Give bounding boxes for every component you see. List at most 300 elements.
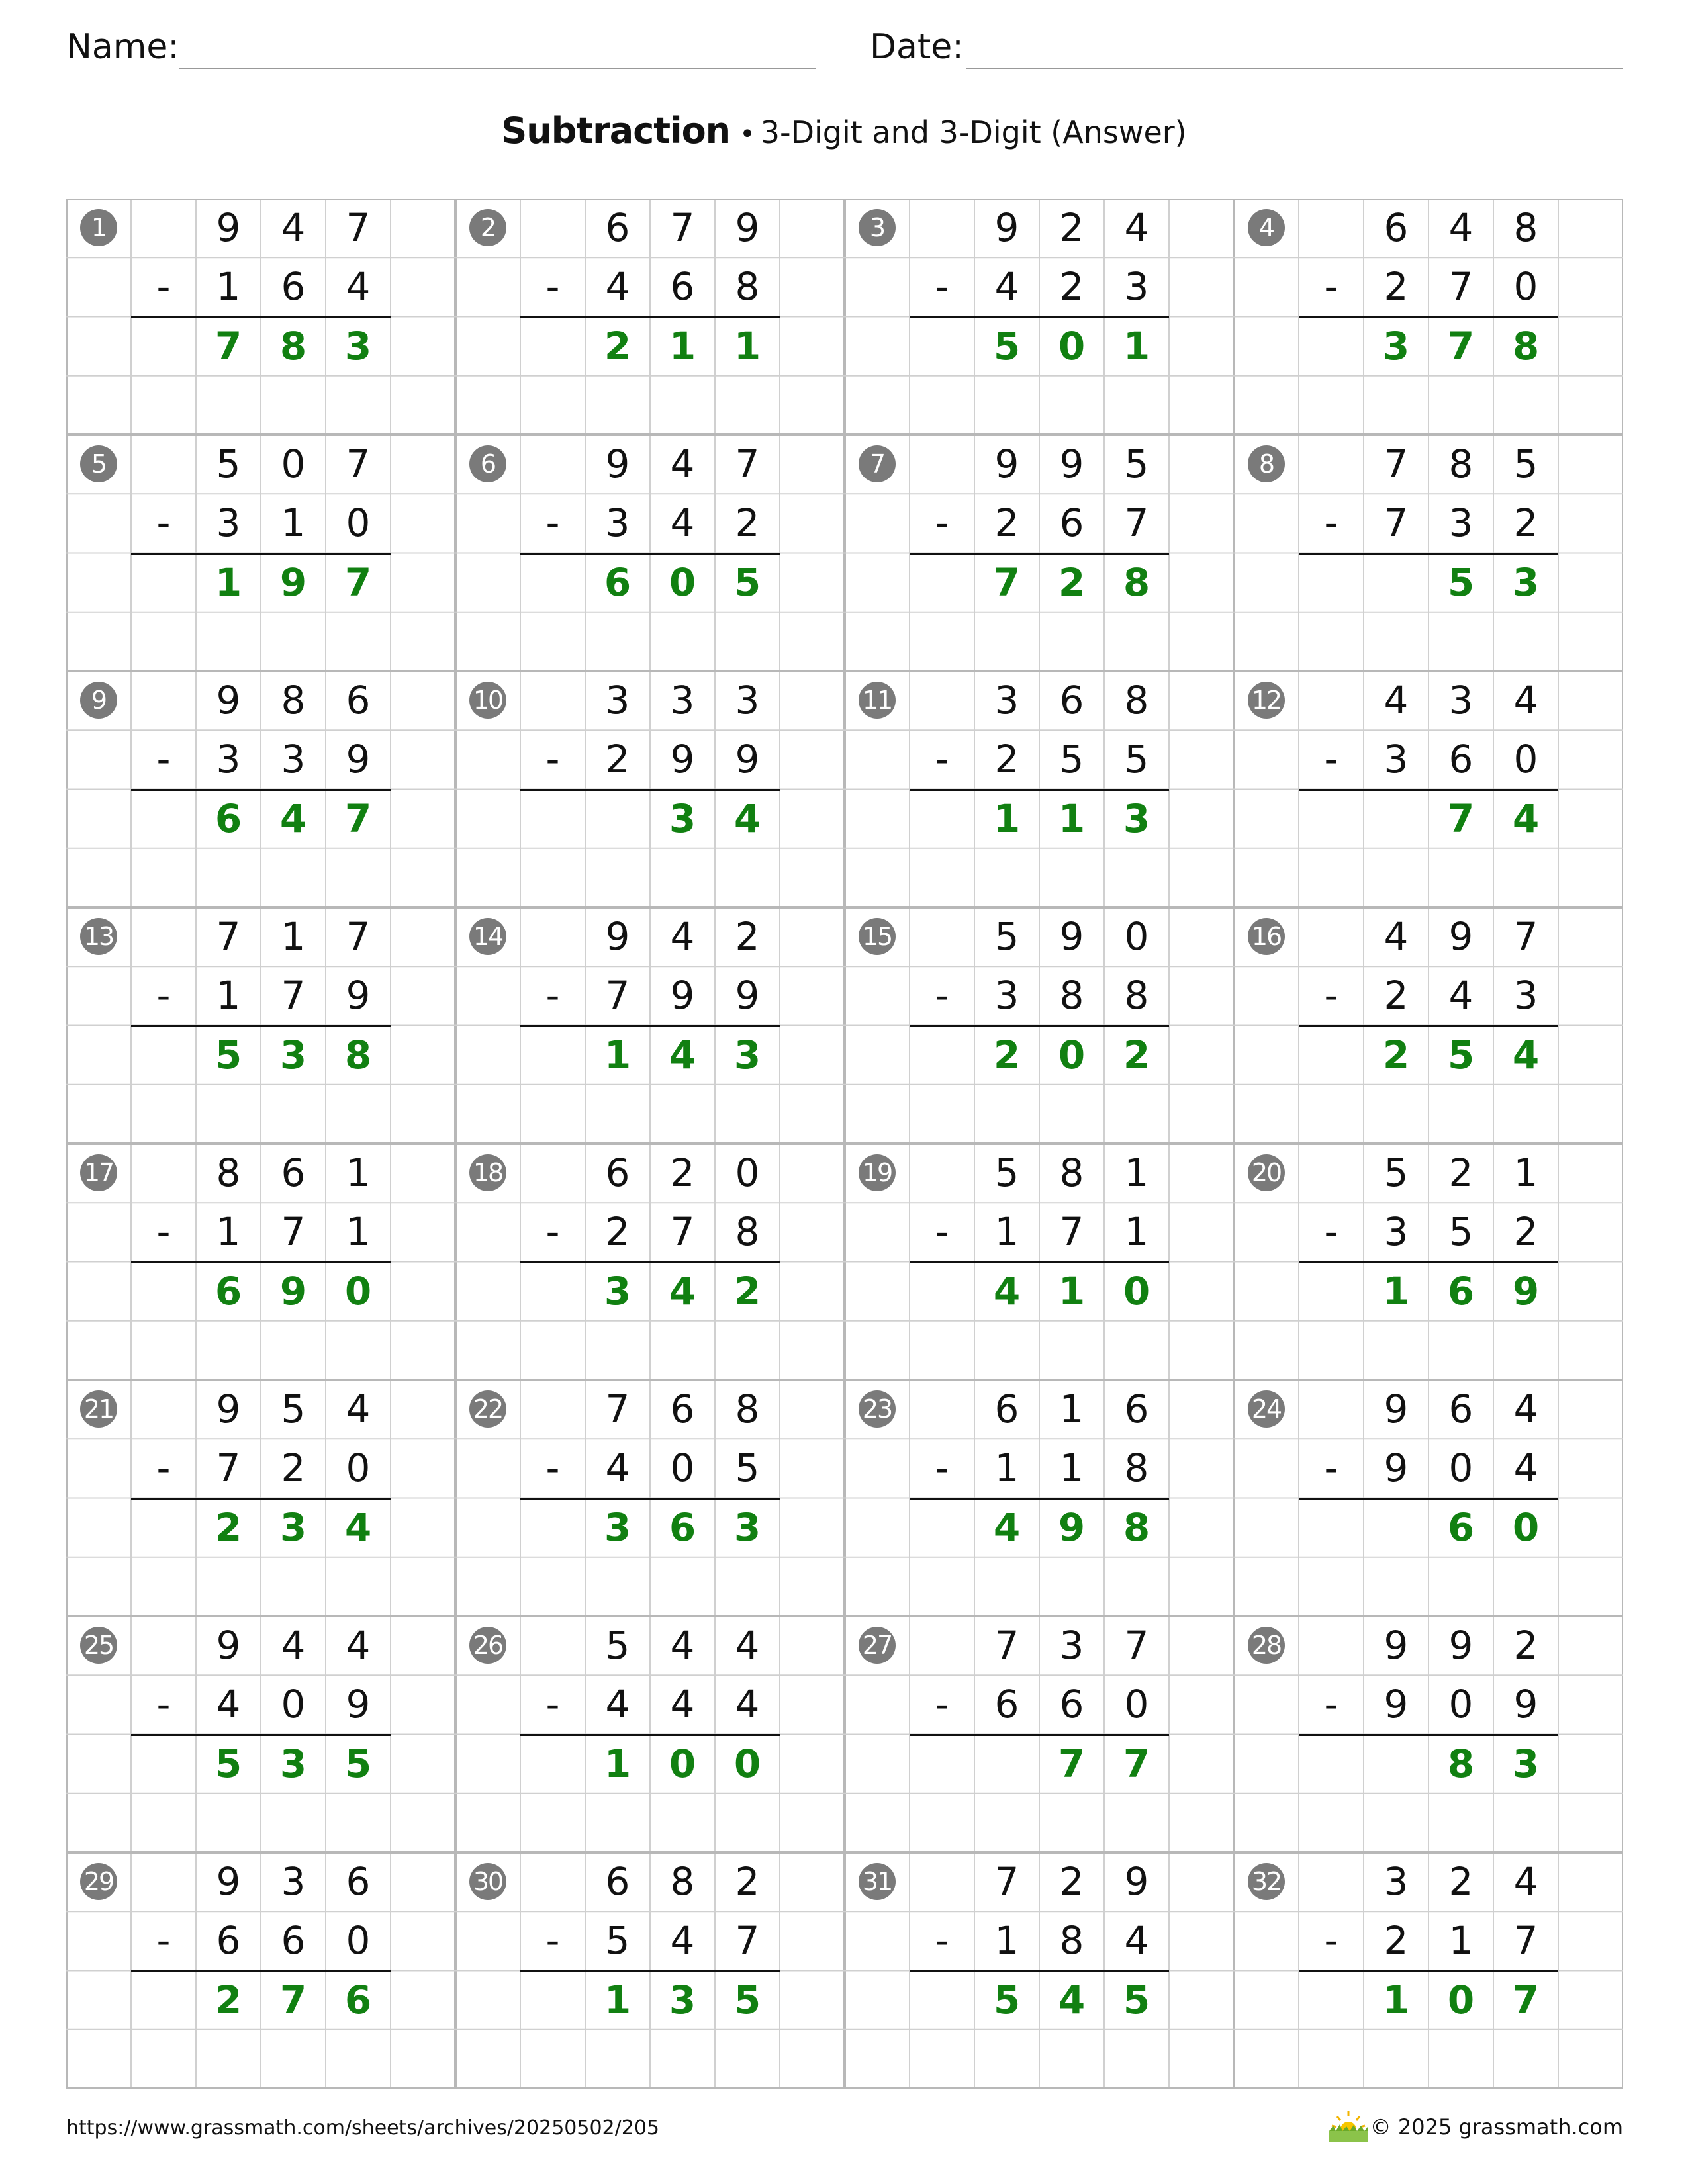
problem-number-badge: 23 [859,1390,896,1428]
minuend-digit: 9 [216,1859,241,1904]
subtrahend-digit: 5 [605,1918,630,1964]
answer-digit: 4 [1512,796,1540,841]
answer-digit: 2 [604,323,632,369]
problem-number-badge: 25 [80,1627,117,1664]
answer-digit: 0 [1512,1504,1540,1550]
answer-digit: 2 [1058,559,1086,605]
answer-digit: 8 [344,1032,372,1077]
answer-digit: 3 [279,1504,307,1550]
minuend-digit: 1 [281,914,306,959]
answer-digit: 4 [279,796,307,841]
minuend-digit: 4 [670,1623,695,1668]
minuend-digit: 6 [1059,678,1084,723]
minuend-digit: 4 [670,914,695,959]
answer-digit: 3 [733,1504,761,1550]
minuend-digit: 8 [1124,678,1149,723]
minuend-digit: 4 [1513,1859,1538,1904]
minuend-digit: 6 [605,205,630,250]
minuend-digit: 0 [1124,914,1149,959]
sun-over-grass-icon [1328,2110,1369,2143]
answer-digit: 2 [214,1504,242,1550]
problem-number-badge: 11 [859,682,896,719]
minuend-digit: 3 [735,678,760,723]
minuend-digit: 7 [216,914,241,959]
minuend-digit: 5 [1124,441,1149,486]
minuend-digit: 6 [1448,1387,1474,1432]
minuend-digit: 9 [216,205,241,250]
subtrahend-digit: 6 [1059,1682,1084,1727]
problem-number-badge: 8 [1248,445,1285,482]
minus-sign: - [935,500,949,546]
subtrahend-digit: 4 [346,264,371,310]
answer-digit: 3 [279,1741,307,1786]
minuend-digit: 9 [735,205,760,250]
minuend-digit: 2 [1448,1150,1474,1195]
answer-digit: 3 [1512,1741,1540,1786]
subtrahend-digit: 3 [281,737,306,782]
subtrahend-digit: 1 [994,1209,1019,1255]
subtrahend-digit: 2 [281,1445,306,1491]
minus-sign: - [156,1682,171,1727]
answer-digit: 9 [279,1268,307,1314]
minuend-digit: 9 [1383,1623,1409,1668]
subtrahend-digit: 3 [216,500,241,546]
subtrahend-digit: 9 [346,737,371,782]
problem-number-badge: 15 [859,918,896,955]
minus-sign: - [935,737,949,782]
minuend-digit: 6 [605,1859,630,1904]
problem-number-badge: 31 [859,1863,896,1900]
answer-digit: 7 [993,559,1021,605]
problem-number-badge: 1 [80,209,117,246]
answer-digit: 5 [1447,1032,1475,1077]
minus-sign: - [156,1209,171,1255]
answer-digit: 1 [1382,1977,1410,2023]
problem-number-badge: 10 [469,682,506,719]
answer-digit: 7 [279,1977,307,2023]
minus-sign: - [935,1682,949,1727]
minuend-digit: 6 [1383,205,1409,250]
minus-sign: - [935,973,949,1019]
answer-digit: 6 [1447,1268,1475,1314]
subtrahend-digit: 3 [1124,264,1149,310]
subtrahend-digit: 6 [994,1682,1019,1727]
subtrahend-digit: 4 [1513,1445,1538,1491]
minuend-digit: 7 [346,441,371,486]
subtrahend-digit: 7 [1059,1209,1084,1255]
minuend-digit: 4 [1383,914,1409,959]
answer-digit: 2 [1123,1032,1150,1077]
minuend-digit: 7 [1513,914,1538,959]
minuend-digit: 2 [670,1150,695,1195]
answer-digit: 8 [1123,1504,1150,1550]
answer-digit: 3 [279,1032,307,1077]
subtrahend-digit: 1 [216,973,241,1019]
subtrahend-digit: 7 [1513,1918,1538,1964]
minuend-digit: 9 [994,205,1019,250]
answer-digit: 1 [1382,1268,1410,1314]
minuend-digit: 4 [1124,205,1149,250]
subtrahend-digit: 7 [281,973,306,1019]
answer-digit: 7 [1058,1741,1086,1786]
problem-number-badge: 16 [1248,918,1285,955]
answer-digit: 5 [214,1741,242,1786]
minuend-digit: 9 [994,441,1019,486]
minuend-digit: 4 [346,1623,371,1668]
minuend-digit: 4 [281,205,306,250]
subtrahend-digit: 9 [1383,1682,1409,1727]
answer-digit: 4 [733,796,761,841]
footer-url: https://www.grassmath.com/sheets/archives/20250502/205 [66,2116,660,2140]
minuend-digit: 1 [1059,1387,1084,1432]
minuend-digit: 0 [281,441,306,486]
answer-digit: 8 [1123,559,1150,605]
minus-sign: - [1324,1209,1338,1255]
minuend-digit: 9 [1124,1859,1149,1904]
problem-number-badge: 7 [859,445,896,482]
minuend-digit: 5 [281,1387,306,1432]
minuend-digit: 8 [1059,1150,1084,1195]
subtrahend-digit: 2 [994,500,1019,546]
subtrahend-digit: 8 [1124,1445,1149,1491]
answer-digit: 4 [669,1268,696,1314]
subtrahend-digit: 9 [346,973,371,1019]
subtrahend-digit: 0 [1513,264,1538,310]
answer-digit: 6 [214,1268,242,1314]
minuend-digit: 3 [994,678,1019,723]
answer-digit: 1 [733,323,761,369]
name-label: Name: [66,27,179,67]
minuend-digit: 4 [346,1387,371,1432]
problem-number-badge: 20 [1248,1154,1285,1191]
subtrahend-digit: 3 [216,737,241,782]
answer-digit: 3 [1123,796,1150,841]
answer-digit: 7 [214,323,242,369]
answer-digit: 4 [1058,1977,1086,2023]
minuend-digit: 4 [1448,205,1474,250]
subtrahend-digit: 8 [1059,973,1084,1019]
minuend-digit: 9 [216,678,241,723]
subtrahend-digit: 4 [670,1918,695,1964]
minus-sign: - [1324,1445,1338,1491]
problem-number-badge: 14 [469,918,506,955]
answer-digit: 4 [993,1268,1021,1314]
minuend-digit: 4 [1513,1387,1538,1432]
minus-sign: - [156,973,171,1019]
problem-number-badge: 27 [859,1627,896,1664]
subtrahend-digit: 0 [1124,1682,1149,1727]
subtrahend-digit: 6 [281,1918,306,1964]
minus-sign: - [545,1682,560,1727]
answer-digit: 1 [214,559,242,605]
subtrahend-digit: 9 [1383,1445,1409,1491]
problem-number-badge: 19 [859,1154,896,1191]
answer-digit: 5 [733,559,761,605]
answer-digit: 7 [1447,323,1475,369]
minuend-digit: 9 [1059,914,1084,959]
minuend-digit: 7 [605,1387,630,1432]
minuend-digit: 5 [1383,1150,1409,1195]
problem-number-badge: 4 [1248,209,1285,246]
answer-digit: 1 [993,796,1021,841]
subtrahend-digit: 2 [1383,973,1409,1019]
subtrahend-digit: 3 [1383,1209,1409,1255]
subtrahend-digit: 8 [1124,973,1149,1019]
subtrahend-digit: 3 [1448,500,1474,546]
minuend-digit: 1 [1513,1150,1538,1195]
subtrahend-digit: 2 [1059,264,1084,310]
subtrahend-digit: 2 [994,737,1019,782]
minus-sign: - [1324,973,1338,1019]
subtrahend-digit: 6 [1059,500,1084,546]
problem-grid [66,199,1623,2089]
minuend-digit: 4 [1383,678,1409,723]
problem-number-badge: 2 [469,209,506,246]
answer-digit: 5 [993,323,1021,369]
minuend-digit: 3 [1448,678,1474,723]
minuend-digit: 3 [281,1859,306,1904]
minuend-digit: 8 [670,1859,695,1904]
minus-sign: - [156,737,171,782]
minuend-digit: 6 [281,1150,306,1195]
minuend-digit: 9 [1383,1387,1409,1432]
minus-sign: - [1324,264,1338,310]
minus-sign: - [156,264,171,310]
subtrahend-digit: 6 [670,264,695,310]
minus-sign: - [545,500,560,546]
answer-digit: 0 [669,559,696,605]
subtrahend-digit: 7 [216,1445,241,1491]
minuend-digit: 9 [1448,914,1474,959]
minus-sign: - [1324,1918,1338,1964]
minuend-digit: 2 [735,1859,760,1904]
problem-number-badge: 5 [80,445,117,482]
minuend-digit: 7 [1383,441,1409,486]
answer-digit: 9 [1512,1268,1540,1314]
minuend-digit: 9 [605,914,630,959]
answer-digit: 1 [1058,796,1086,841]
subtrahend-digit: 4 [216,1682,241,1727]
minuend-digit: 3 [1059,1623,1084,1668]
answer-digit: 0 [733,1741,761,1786]
subtrahend-digit: 3 [605,500,630,546]
minuend-digit: 7 [346,914,371,959]
minus-sign: - [545,737,560,782]
minuend-digit: 7 [346,205,371,250]
subtrahend-digit: 4 [994,264,1019,310]
minuend-digit: 1 [1124,1150,1149,1195]
minuend-digit: 5 [216,441,241,486]
name-line [179,68,816,69]
subtrahend-digit: 9 [735,737,760,782]
minuend-digit: 9 [605,441,630,486]
problem-number-badge: 32 [1248,1863,1285,1900]
answer-digit: 1 [669,323,696,369]
answer-digit: 7 [344,796,372,841]
subtrahend-digit: 5 [1124,737,1149,782]
subtrahend-digit: 5 [1059,737,1084,782]
subtrahend-digit: 7 [1124,500,1149,546]
minus-sign: - [935,1918,949,1964]
problem-number-badge: 3 [859,209,896,246]
answer-digit: 2 [1382,1032,1410,1077]
problem-number-badge: 24 [1248,1390,1285,1428]
answer-digit: 5 [1123,1977,1150,2023]
title-main: Subtraction [501,110,731,152]
minuend-digit: 6 [346,1859,371,1904]
answer-digit: 5 [214,1032,242,1077]
minuend-digit: 5 [994,914,1019,959]
worksheet-title [0,105,1688,166]
subtrahend-digit: 7 [670,1209,695,1255]
subtrahend-digit: 4 [670,1682,695,1727]
minuend-digit: 3 [605,678,630,723]
subtrahend-digit: 4 [735,1682,760,1727]
title-bullet: • [739,119,755,150]
minuend-digit: 8 [735,1387,760,1432]
answer-digit: 4 [993,1504,1021,1550]
problem-number-badge: 12 [1248,682,1285,719]
subtrahend-digit: 1 [994,1445,1019,1491]
minuend-digit: 2 [1059,205,1084,250]
problem-number-badge: 22 [469,1390,506,1428]
minuend-digit: 9 [1059,441,1084,486]
subtrahend-digit: 1 [1448,1918,1474,1964]
minuend-digit: 8 [281,678,306,723]
subtrahend-digit: 6 [216,1918,241,1964]
subtrahend-digit: 6 [281,264,306,310]
subtrahend-digit: 1 [281,500,306,546]
subtrahend-digit: 8 [735,1209,760,1255]
problem-number-badge: 6 [469,445,506,482]
subtrahend-digit: 2 [735,500,760,546]
problem-number-badge: 18 [469,1154,506,1191]
answer-digit: 7 [344,559,372,605]
subtrahend-digit: 8 [735,264,760,310]
subtrahend-digit: 3 [1513,973,1538,1019]
subtrahend-digit: 5 [735,1445,760,1491]
minus-sign: - [156,500,171,546]
answer-digit: 1 [1058,1268,1086,1314]
answer-digit: 3 [604,1504,632,1550]
subtrahend-digit: 1 [216,264,241,310]
subtrahend-digit: 0 [670,1445,695,1491]
minus-sign: - [156,1918,171,1964]
answer-digit: 7 [1123,1741,1150,1786]
subtrahend-digit: 3 [994,973,1019,1019]
answer-digit: 9 [279,559,307,605]
answer-digit: 2 [214,1977,242,2023]
answer-digit: 8 [1447,1741,1475,1786]
answer-digit: 6 [669,1504,696,1550]
subtrahend-digit: 0 [1448,1445,1474,1491]
answer-digit: 1 [604,1741,632,1786]
minuend-digit: 7 [670,205,695,250]
subtrahend-digit: 8 [1059,1918,1084,1964]
subtrahend-digit: 0 [1448,1682,1474,1727]
subtrahend-digit: 9 [1513,1682,1538,1727]
subtrahend-digit: 6 [1448,737,1474,782]
minus-sign: - [935,1445,949,1491]
minuend-digit: 3 [670,678,695,723]
minus-sign: - [935,264,949,310]
subtrahend-digit: 3 [1383,737,1409,782]
minuend-digit: 7 [1124,1623,1149,1668]
minus-sign: - [156,1445,171,1491]
minuend-digit: 8 [1513,205,1538,250]
answer-digit: 8 [1512,323,1540,369]
subtrahend-digit: 1 [1059,1445,1084,1491]
minuend-digit: 2 [735,914,760,959]
subtrahend-digit: 0 [1513,737,1538,782]
answer-digit: 6 [604,559,632,605]
minuend-digit: 5 [994,1150,1019,1195]
subtrahend-digit: 7 [735,1918,760,1964]
minus-sign: - [1324,1682,1338,1727]
subtrahend-digit: 2 [605,1209,630,1255]
answer-digit: 5 [344,1741,372,1786]
minuend-digit: 8 [1448,441,1474,486]
subtrahend-digit: 9 [670,973,695,1019]
problem-number-badge: 29 [80,1863,117,1900]
subtrahend-digit: 2 [1383,264,1409,310]
subtrahend-digit: 9 [670,737,695,782]
answer-digit: 7 [1447,796,1475,841]
footer-copyright: © 2025 grassmath.com [1370,2115,1623,2140]
answer-digit: 6 [1447,1504,1475,1550]
subtrahend-digit: 9 [735,973,760,1019]
subtrahend-digit: 1 [1124,1209,1149,1255]
minuend-digit: 6 [994,1387,1019,1432]
answer-digit: 0 [1123,1268,1150,1314]
answer-digit: 7 [1512,1977,1540,2023]
subtrahend-digit: 7 [1383,500,1409,546]
minuend-digit: 2 [1448,1859,1474,1904]
problem-number-badge: 28 [1248,1627,1285,1664]
minuend-digit: 5 [605,1623,630,1668]
answer-digit: 6 [214,796,242,841]
answer-digit: 4 [1512,1032,1540,1077]
subtrahend-digit: 0 [346,500,371,546]
subtrahend-digit: 7 [281,1209,306,1255]
answer-digit: 4 [344,1504,372,1550]
answer-digit: 1 [604,1977,632,2023]
subtrahend-digit: 1 [346,1209,371,1255]
subtrahend-digit: 4 [605,1682,630,1727]
minus-sign: - [545,1209,560,1255]
answer-digit: 5 [1447,559,1475,605]
subtrahend-digit: 2 [605,737,630,782]
minuend-digit: 9 [1448,1623,1474,1668]
subtrahend-digit: 4 [670,500,695,546]
answer-digit: 0 [1447,1977,1475,2023]
answer-digit: 3 [669,1977,696,2023]
answer-digit: 8 [279,323,307,369]
answer-digit: 3 [1382,323,1410,369]
answer-digit: 3 [1512,559,1540,605]
minus-sign: - [1324,737,1338,782]
minuend-digit: 7 [994,1859,1019,1904]
minuend-digit: 7 [994,1623,1019,1668]
problem-number-badge: 21 [80,1390,117,1428]
answer-digit: 9 [1058,1504,1086,1550]
problem-number-badge: 13 [80,918,117,955]
minuend-digit: 9 [216,1623,241,1668]
answer-digit: 2 [733,1268,761,1314]
subtrahend-digit: 7 [1448,264,1474,310]
minuend-digit: 0 [735,1150,760,1195]
subtrahend-digit: 0 [346,1445,371,1491]
